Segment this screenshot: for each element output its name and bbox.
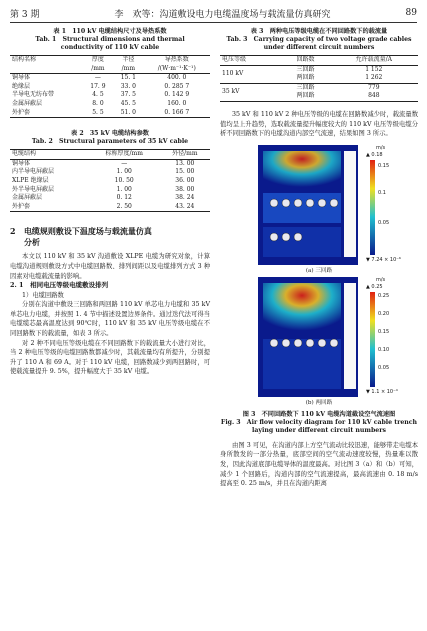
header-rule — [10, 22, 417, 23]
table-row: 半导电无纺布带 4. 5 37. 5 0. 142 9 — [12, 91, 190, 99]
table-row: 金属屏蔽层 8. 0 45. 5 160. 0 — [12, 99, 187, 107]
paragraph-comparison: 对 2 种不同电压等级电缆在不同回路数下的载流量大小进行对比，当 2 种电压等级的电缆回路数都减少时，其载流量均有所提升，分别提升了 110 A 和 69 A。对于 110 kV 电缆，回路数减少到两回路时，可使载流量提升 9. 5%，提升幅度大于 35 kV 电缆。 — [10, 339, 210, 376]
table-row: 铜导体 — 15. 1 400. 0 — [12, 74, 187, 82]
running-header — [10, 6, 417, 20]
table-row: 两回路 1 262 — [220, 74, 418, 83]
paragraph-intro: 本文以 110 kV 和 35 kV 沟道敷设 XLPE 电缆为研究对象，计算电缆沟道规则敷设方式中电缆回路数、排列间距以及电缆排列方式 3 种因素对电缆载流量的影响。 — [10, 253, 210, 280]
table3: 电压等级 回路数 允许载流量/A 110 kV 三回路 1 152 两回路 1 262 35 kV 三回路 779 两回路 848 — [220, 55, 418, 102]
paragraph-figure-intro: 35 kV 和 110 kV 2 种电压等级的电缆在回路数减少时，载流量数值均呈上升趋势，选取载流量提升幅度较大的 110 kV 电压等级电缆分析不同回路数下的电缆沟道内部空气流速，结果如图 3 所示。 — [220, 110, 418, 138]
colorbar-b: m/s ▲ 0.25 0.25 0.20 0.15 0.10 0.05 ▼ 1.1 × 10⁻⁴ — [366, 276, 398, 395]
velocity-plot-a — [258, 145, 358, 265]
table-row: 110 kV 三回路 1 152 — [222, 65, 383, 77]
table1: 结构名称 厚度 半径 导热系数 /mm /mm /(W·m⁻¹·K⁻¹) 铜导体 — 15. 1 400. 0 绝缘层 17. 9 33. 0 0. 285 7 半导电无纺布带 4. 5 37. 5 0. 142 9 金属屏蔽层 8. 0 45. 5 160. 0 外护套 5. 5 51. 0 0. 166 7 — [10, 55, 210, 118]
table-row: 35 kV 三回路 779 — [220, 83, 418, 92]
table-row: 绝缘层 17. 9 33. 0 0. 285 7 — [12, 82, 190, 90]
table1-caption: 表 1 110 kV 电缆结构尺寸及导热系数 Tab. 1 Structural dimensions and thermal conductivity of 110 kV cable — [35, 28, 185, 51]
section-heading: 2 电缆规则敷设下温度场与载流量仿真 分析 — [10, 226, 152, 248]
sub-subsection-heading: 1）电缆回路数 — [22, 291, 64, 299]
table1-header: 结构名称 — [12, 56, 37, 63]
right-column — [220, 28, 418, 489]
table2-caption: 表 2 35 kV 电缆结构参数 Tab. 2 Structural parameters of 35 kV cable — [31, 130, 189, 146]
issue-number: 第 3 期 — [10, 9, 40, 20]
figure3-caption: 图 3 不同回路数下 110 kV 电缆沟道截设空气流速图 Fig. 3 Air flow velocity diagram for 110 kV cable trench laying under different circuit numbers — [220, 410, 418, 434]
table-row: 外护套 5. 5 51. 0 0. 166 7 — [10, 109, 210, 118]
table-row: 内半导电屏蔽层 1. 00 15. 00 — [12, 168, 195, 176]
page-number: 89 — [405, 8, 417, 18]
table2: 电缆结构 标称厚度/mm 外径/mm 铜导体 — 13. 00 内半导电屏蔽层 1. 00 15. 00 XLPE 绝缘层 10. 50 36. 00 外半导电屏蔽层 1. 00 38. 00 金属屏蔽层 0. 12 38. 24 外护套 2. 50 43. 24 — [10, 149, 210, 212]
left-column — [10, 28, 210, 377]
table-row: 外半导电屏蔽层 1. 00 38. 00 — [12, 185, 195, 193]
table-row: 铜导体 — 13. 00 — [12, 159, 195, 167]
running-title: 李 欢等：沟道敷设电力电缆温度场与载流量仿真研究 — [114, 9, 331, 20]
colorbar-a: m/s ▲ 0.18 0.15 0.1 0.05 ▼ 7.24 × 10⁻⁶ — [366, 144, 401, 263]
figure3b — [220, 275, 418, 405]
velocity-plot-b — [258, 277, 358, 397]
figure3a — [220, 143, 418, 273]
table-row: 两回路 848 — [220, 92, 418, 101]
figure3a-label: (a) 三回路 — [305, 267, 333, 274]
figure3b-label: (b) 两回路 — [305, 399, 333, 406]
paragraph-figure-analysis: 由图 3 可见，在沟道内部上方空气流动比较迅速，能够带走电缆本身所散发的一部分热量，底部空间的空气流动速度较慢，热量难以散发，因此沟道底部电缆导体的温度最高。对比图 3（a）和（b）可知，减少 1 个回路后，沟道内部的空气流速提高，最高流速由 0. 18 m/s 提高至 0. 25 m/s，并且在沟道内距离 — [220, 441, 418, 488]
table-row: XLPE 绝缘层 10. 50 36. 00 — [12, 176, 195, 184]
table-row: 外护套 2. 50 43. 24 — [10, 203, 210, 212]
table-row: 金属屏蔽层 0. 12 38. 24 — [12, 194, 195, 202]
subsection-heading: 2. 1 相同电压等级电缆敷设排列 — [10, 281, 109, 290]
table3-caption: 表 3 两种电压等级电缆在不同回路数下的载流量 Tab. 3 Carrying capacity of two voltage grade cables under different circuit numbers — [226, 28, 412, 51]
paragraph-method: 分别在沟道中敷设三回路和两回路 110 kV 单芯电力电缆和 35 kV 单芯电力电缆，并按照 1. 4 节中描述设置边界条件。通过迭代法可得当电缆缆芯最高温度达到 90℃时，110 kV 和 35 kV 电压等级电缆在不同回路数下的载流量，如表 3 所示。 — [10, 301, 210, 338]
